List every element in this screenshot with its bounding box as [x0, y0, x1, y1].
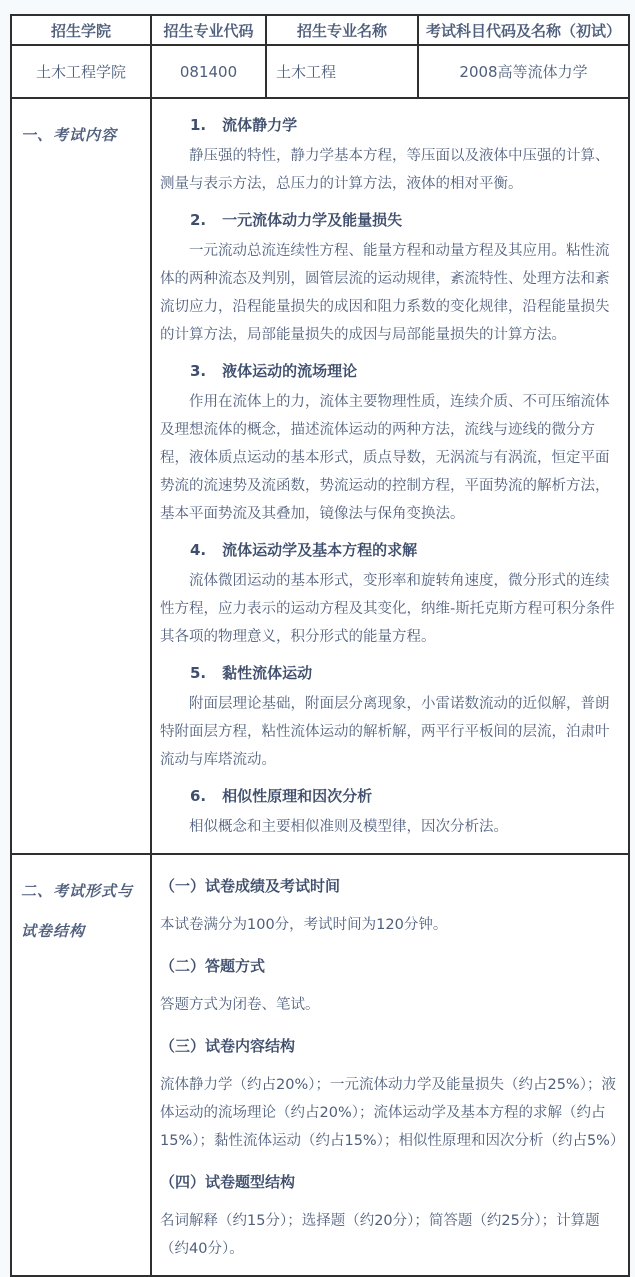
column-header-major-name: 招生专业名称	[266, 15, 418, 45]
format-heading: （一）试卷成绩及考试时间	[160, 877, 341, 895]
topic-heading	[190, 206, 618, 234]
topic-heading	[190, 782, 618, 810]
format-description: 名词解释（约15分）；选择题（约20分）；简答题（约25分）；计算题（约40分）。	[160, 1213, 600, 1257]
format-heading: （四）试卷题型结构	[160, 1173, 296, 1191]
topic-title: 相似性原理和因次分析	[222, 787, 373, 805]
topic-number: 3.	[190, 362, 207, 380]
format-heading: （二）答题方式	[160, 957, 266, 975]
topic-heading	[190, 536, 618, 564]
topic-number: 2.	[190, 211, 207, 229]
major-code-value: 081400	[151, 45, 266, 98]
topic-title: 黏性流体运动	[222, 664, 313, 682]
college-value: 土木工程学院	[11, 45, 151, 98]
topic-title: 液体运动的流场理论	[222, 362, 358, 380]
topic-description: 附面层理论基础，附面层分离现象，小雷诺数流动的近似解，普朗特附面层方程，粘性流体运动的解析解，两平行平板间的层流，泊肃叶流动与库塔流动。	[160, 696, 610, 768]
section-body-exam-format	[151, 854, 629, 1276]
column-header-exam-subject: 考试科目代码及名称（初试）	[418, 15, 629, 45]
exam-subject-value: 2008高等流体力学	[418, 45, 629, 98]
section-label-exam-format: 二、考试形式与试卷结构	[11, 854, 151, 1276]
topic-description: 静压强的特性，静力学基本方程，等压面以及液体中压强的计算、测量与表示方法，总压力的计算方法，液体的相对平衡。	[160, 148, 610, 192]
exam-syllabus-table	[10, 14, 630, 1277]
topic-title: 流体运动学及基本方程的求解	[222, 541, 418, 559]
topic-title: 流体静力学	[222, 116, 298, 134]
topic-description: 一元流动总流连续性方程、能量方程和动量方程及其应用。粘性流体的两种流态及判别，圆管层流的运动规律，紊流特性、处理方法和紊流切应力，沿程能量损失的成因和阻力系数的变化规律，沿程能量损失的计算方法，局部能量损失的成因与局部能量损失的计算方法。	[160, 243, 610, 343]
section-body-exam-content	[151, 98, 629, 854]
format-description: 流体静力学（约占20%）；一元流体动力学及能量损失（约占25%）；液体运动的流场理论（约占20%）；流体运动学及基本方程的求解（约占15%）；黏性流体运动（约占15%）；相似性原理和因次分析（约占5%）	[160, 1077, 625, 1149]
topic-number: 4.	[190, 541, 207, 559]
section-label-exam-content: 一、考试内容	[11, 98, 151, 854]
format-heading: （三）试卷内容结构	[160, 1037, 296, 1055]
column-header-college: 招生学院	[11, 15, 151, 45]
topic-heading	[190, 357, 618, 385]
topic-number: 6.	[190, 787, 207, 805]
format-description: 答题方式为闭卷、笔试。	[160, 997, 320, 1013]
topic-description: 作用在流体上的力，流体主要物理性质，连续介质、不可压缩流体及理想流体的概念，描述流体运动的两种方法，流线与迹线的微分方程，液体质点运动的基本形式，质点导数，无涡流与有涡流，恒定平面势流的流速势及流函数，势流运动的控制方程，平面势流的解析方法，基本平面势流及其叠加，镜像法与保角变换法。	[160, 394, 610, 522]
column-header-major-code: 招生专业代码	[151, 15, 266, 45]
topic-description: 流体微团运动的基本形式，变形率和旋转角速度，微分形式的连续性方程，应力表示的运动方程及其变化，纳维-斯托克斯方程可积分条件其各项的物理意义，积分形式的能量方程。	[160, 573, 615, 645]
topic-heading	[190, 659, 618, 687]
topic-title: 一元流体动力学及能量损失	[222, 211, 403, 229]
format-description: 本试卷满分为100分，考试时间为120分钟。	[160, 917, 448, 933]
major-name-value: 土木工程	[266, 45, 418, 98]
topic-description: 相似概念和主要相似准则及模型律，因次分析法。	[189, 819, 508, 835]
section-exam-format-row	[11, 854, 629, 1276]
topic-number: 1.	[190, 116, 207, 134]
info-value-row	[11, 45, 629, 98]
topic-heading	[190, 111, 618, 139]
topic-number: 5.	[190, 664, 207, 682]
info-header-row	[11, 15, 629, 45]
section-exam-content-row	[11, 98, 629, 854]
